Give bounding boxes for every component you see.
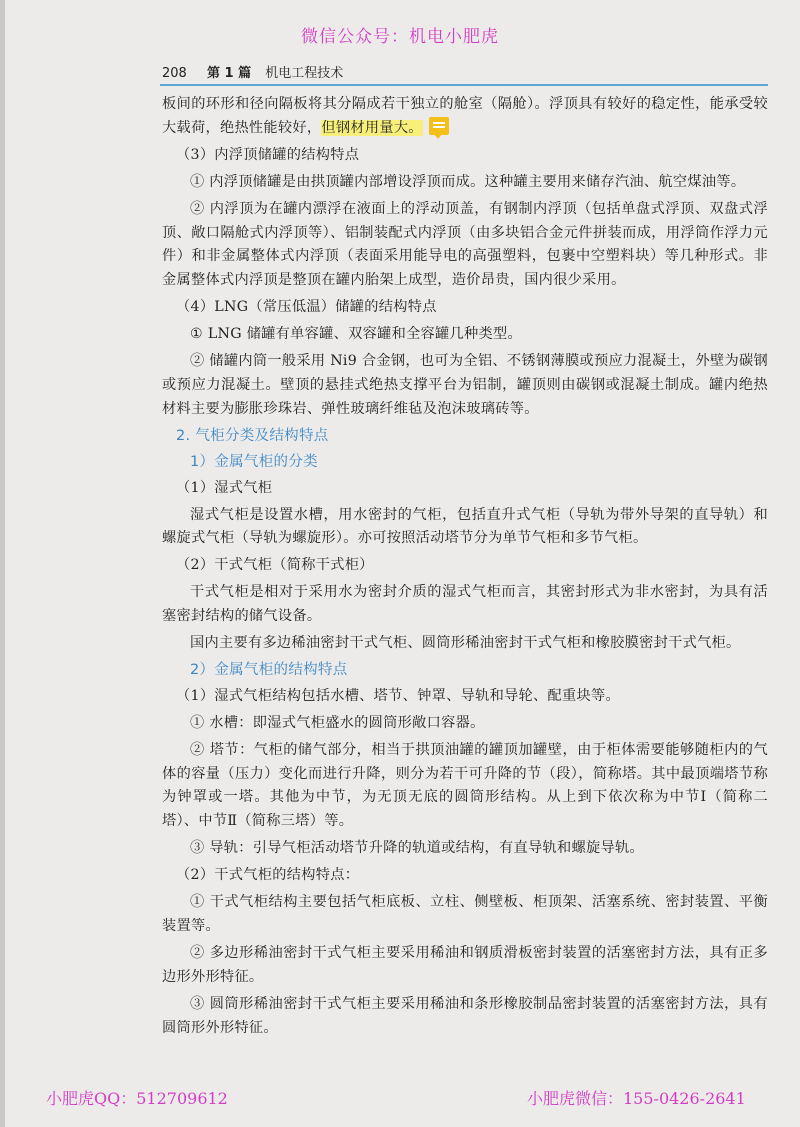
paragraph: ② 储罐内筒一般采用 Ni9 合金钢，也可为全铝、不锈钢薄膜或预应力混凝土，外壁为碳钢或预应力混凝土。壁顶的悬挂式绝热支撑平台为铝制，罐顶则由碳钢或混凝土制成。罐内绝热材料主要为膨胀珍珠岩、弹性玻璃纤维毡及泡沫玻璃砖等。	[162, 353, 768, 417]
section-heading: （2）干式气柜的结构特点：	[176, 867, 360, 884]
section-heading: （1）湿式气柜结构包括水槽、塔节、钟罩、导轨和导轮、配重块等。	[176, 687, 620, 704]
section-heading: （2）干式气柜（简称干式柜）	[176, 557, 374, 574]
section-heading: （3）内浮顶储罐的结构特点	[176, 146, 360, 163]
page-number: 208	[162, 66, 187, 81]
paragraph: ① 干式气柜结构主要包括气柜底板、立柱、侧壁板、柜顶架、活塞系统、密封装置、平衡装置等。	[162, 894, 768, 934]
paragraph: ① 水槽：即湿式气柜盛水的圆筒形敞口容器。	[190, 714, 485, 731]
paragraph: ① 内浮顶储罐是由拱顶罐内部增设浮顶而成。这种罐主要用来储存汽油、航空煤油等。	[190, 173, 746, 190]
paragraph: 板间的环形和径向隔板将其分隔成若干独立的舱室（隔舱）。浮顶具有较好的稳定性，能承受较大载荷，绝热性能较好，但钢材用量大。	[162, 96, 768, 136]
paragraph: ② 多边形稀油密封干式气柜主要采用稀油和钢质滑板密封装置的活塞密封方法，具有正多边形外形特征。	[162, 944, 768, 985]
highlighted-text[interactable]: 但钢材用量大。	[321, 119, 423, 136]
running-header	[162, 62, 343, 81]
watermark-wechat: 小肥虎微信：155-0426-2641	[527, 1089, 746, 1108]
subsection-heading: 1）金属气柜的分类	[190, 453, 318, 470]
section-heading: （1）湿式气柜	[176, 479, 273, 496]
body-text	[162, 93, 768, 1044]
watermark-top: 微信公众号：机电小肥虎	[301, 27, 499, 47]
paragraph: ① LNG 储罐有单容罐、双容罐和全容罐几种类型。	[190, 326, 522, 343]
header-rule	[160, 84, 768, 86]
paragraph: 国内主要有多边稀油密封干式气柜、圆筒形稀油密封干式气柜和橡胶膜密封干式气柜。	[190, 635, 741, 652]
note-icon[interactable]	[429, 117, 449, 135]
paragraph: 湿式气柜是设置水槽，用水密封的气柜，包括直升式气柜（导轨为带外导架的直导轨）和螺旋式气柜（导轨为螺旋形）。亦可按照活动塔节分为单节气柜和多节气柜。	[162, 506, 768, 547]
part-title: 机电工程技术	[265, 66, 344, 81]
section-heading: （4）LNG（常压低温）储罐的结构特点	[176, 299, 437, 316]
subsection-heading: 2）金属气柜的结构特点	[190, 661, 348, 678]
watermark-qq: 小肥虎QQ：512709612	[46, 1089, 228, 1108]
paragraph: ③ 导轨：引导气柜活动塔节升降的轨道或结构，有直导轨和螺旋导轨。	[190, 840, 644, 857]
paragraph: 干式气柜是相对于采用水为密封介质的湿式气柜而言，其密封形式为非水密封，为具有活塞密封结构的储气设备。	[162, 584, 768, 625]
paragraph: ③ 圆筒形稀油密封干式气柜主要采用稀油和条形橡胶制品密封装置的活塞密封方法，具有圆筒形外形特征。	[162, 995, 768, 1036]
page-gutter	[0, 0, 5, 1127]
part-label: 第 1 篇	[206, 66, 252, 81]
paragraph: ② 塔节：气柜的储气部分，相当于拱顶油罐的罐顶加罐壁，由于柜体需要能够随柜内的气体的容量（压力）变化而进行升降，则分为若干可升降的节（段），简称塔。其中最顶端塔节称为钟罩或一塔。其他为中节，为无顶无底的圆筒形结构。从上到下依次称为中节Ⅰ（简称二塔）、中节Ⅱ（简称三塔）等。	[162, 741, 768, 830]
chapter-heading: 2. 气柜分类及结构特点	[176, 427, 329, 444]
paragraph: ② 内浮顶为在罐内漂浮在液面上的浮动顶盖，有钢制内浮顶（包括单盘式浮顶、双盘式浮顶、敞口隔舱式内浮顶等）、铝制装配式内浮顶（由多块铝合金元件拼装而成，用浮筒作浮力元件）和非金属整体式内浮顶（表面采用能导电的高强塑料，包裹中空塑料块）等几种形式。非金属整体式内浮顶是整顶在罐内胎架上成型，造价昂贵，国内很少采用。	[162, 200, 768, 289]
